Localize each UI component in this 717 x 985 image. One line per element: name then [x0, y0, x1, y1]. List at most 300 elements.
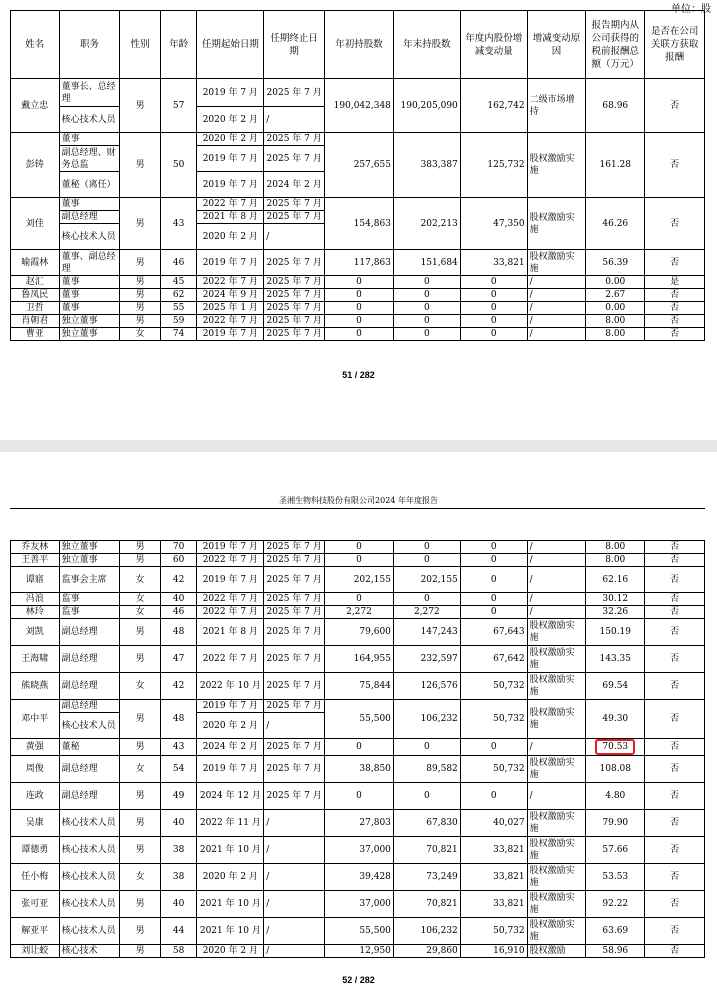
gender-cell: 男	[120, 541, 161, 554]
end-cell: 2025 年 7 月	[264, 289, 325, 302]
name-cell: 林玲	[11, 606, 60, 619]
end-cell: /	[264, 837, 325, 864]
end-shares-cell: 73,249	[393, 864, 460, 891]
end-cell: 2025 年 7 月	[264, 783, 325, 810]
gender-cell: 男	[120, 918, 161, 945]
role-cell: 董事	[59, 289, 120, 302]
related-pay-cell: 否	[645, 673, 705, 700]
reason-cell: /	[527, 289, 586, 302]
delta-cell: 0	[460, 328, 527, 341]
gender-cell: 男	[120, 783, 161, 810]
name-cell: 谭德勇	[11, 837, 60, 864]
age-cell: 54	[160, 756, 196, 783]
begin-shares-cell: 12,950	[325, 945, 394, 958]
start-cell: 2019 年 7 月	[197, 328, 264, 341]
age-cell: 57	[160, 79, 196, 133]
role-cell: 董事	[59, 198, 120, 211]
pay-cell: 58.96	[586, 945, 645, 958]
age-cell: 55	[160, 302, 196, 315]
pay-cell: 32.26	[586, 606, 645, 619]
age-cell: 43	[160, 739, 196, 756]
end-shares-cell: 2,272	[393, 606, 460, 619]
delta-cell: 50,732	[460, 918, 527, 945]
header-cell: 任期终止日期	[264, 11, 325, 79]
age-cell: 59	[160, 315, 196, 328]
gender-cell: 女	[120, 567, 161, 593]
age-cell: 50	[160, 133, 196, 198]
table-row	[11, 276, 705, 289]
gender-cell: 男	[120, 739, 161, 756]
name-cell: 吴康	[11, 810, 60, 837]
role-cell: 核心技术人员	[59, 864, 120, 891]
table-row	[11, 133, 705, 146]
role-cell: 核心技术人员	[59, 810, 120, 837]
role-cell: 副总经理	[59, 700, 120, 713]
begin-shares-cell: 0	[325, 289, 394, 302]
delta-cell: 0	[460, 276, 527, 289]
end-cell: 2025 年 7 月	[264, 146, 325, 172]
related-pay-cell: 否	[645, 289, 705, 302]
start-cell: 2019 年 7 月	[197, 79, 264, 107]
role-cell: 副总经理	[59, 211, 120, 224]
start-cell: 2021 年 10 月	[197, 891, 264, 918]
related-pay-cell: 否	[645, 756, 705, 783]
table-row	[11, 619, 705, 646]
name-cell: 熊晓燕	[11, 673, 60, 700]
header-cell: 性别	[120, 11, 161, 79]
related-pay-cell: 否	[645, 328, 705, 341]
reason-cell: /	[527, 541, 586, 554]
delta-cell: 33,821	[460, 891, 527, 918]
reason-cell: /	[527, 276, 586, 289]
related-pay-cell: 否	[645, 646, 705, 673]
table-row	[11, 541, 705, 554]
table-row	[11, 673, 705, 700]
table-row	[11, 739, 705, 756]
related-pay-cell: 否	[645, 700, 705, 739]
end-shares-cell: 29,860	[393, 945, 460, 958]
start-cell: 2020 年 2 月	[197, 713, 264, 739]
gender-cell: 男	[120, 276, 161, 289]
begin-shares-cell: 0	[325, 302, 394, 315]
role-cell: 独立董事	[59, 554, 120, 567]
reason-cell: 股权激励	[527, 945, 586, 958]
start-cell: 2019 年 7 月	[197, 172, 264, 198]
delta-cell: 16,910	[460, 945, 527, 958]
reason-cell: 股权激励实施	[527, 810, 586, 837]
name-cell: 卫哲	[11, 302, 60, 315]
age-cell: 48	[160, 619, 196, 646]
start-cell: 2022 年 7 月	[197, 646, 264, 673]
begin-shares-cell: 79,600	[325, 619, 394, 646]
end-cell: /	[264, 713, 325, 739]
begin-shares-cell: 257,655	[325, 133, 394, 198]
header-cell: 年度内股份增减变动量	[460, 11, 527, 79]
reason-cell: /	[527, 554, 586, 567]
table-row	[11, 567, 705, 593]
end-shares-cell: 0	[393, 554, 460, 567]
begin-shares-cell: 75,844	[325, 673, 394, 700]
age-cell: 46	[160, 250, 196, 276]
begin-shares-cell: 55,500	[325, 700, 394, 739]
end-cell: /	[264, 224, 325, 250]
pay-cell: 0.00	[586, 276, 645, 289]
end-cell: 2025 年 7 月	[264, 700, 325, 713]
related-pay-cell: 否	[645, 810, 705, 837]
pay-cell: 2.67	[586, 289, 645, 302]
start-cell: 2022 年 7 月	[197, 276, 264, 289]
delta-cell: 0	[460, 541, 527, 554]
gender-cell: 男	[120, 945, 161, 958]
age-cell: 40	[160, 810, 196, 837]
start-cell: 2022 年 11 月	[197, 810, 264, 837]
gender-cell: 女	[120, 673, 161, 700]
related-pay-cell: 否	[645, 315, 705, 328]
end-cell: 2025 年 7 月	[264, 673, 325, 700]
start-cell: 2022 年 7 月	[197, 554, 264, 567]
table-row	[11, 315, 705, 328]
begin-shares-cell: 0	[325, 593, 394, 606]
end-shares-cell: 0	[393, 739, 460, 756]
delta-cell: 0	[460, 302, 527, 315]
delta-cell: 0	[460, 554, 527, 567]
pay-cell: 49.30	[586, 700, 645, 739]
name-cell: 刘让蛟	[11, 945, 60, 958]
delta-cell: 50,732	[460, 756, 527, 783]
pay-cell: 8.00	[586, 541, 645, 554]
end-cell: 2025 年 7 月	[264, 619, 325, 646]
table-row	[11, 945, 705, 958]
gender-cell: 男	[120, 250, 161, 276]
end-shares-cell: 202,155	[393, 567, 460, 593]
highlight-box: 70.53	[595, 739, 635, 755]
related-pay-cell: 否	[645, 250, 705, 276]
begin-shares-cell: 38,850	[325, 756, 394, 783]
age-cell: 74	[160, 328, 196, 341]
end-shares-cell: 0	[393, 315, 460, 328]
name-cell: 彭铸	[11, 133, 60, 198]
name-cell: 曹亚	[11, 328, 60, 341]
role-cell: 监事会主席	[59, 567, 120, 593]
header-cell: 职务	[59, 11, 120, 79]
start-cell: 2022 年 7 月	[197, 198, 264, 211]
role-cell: 副总经理	[59, 673, 120, 700]
pay-cell: 57.66	[586, 837, 645, 864]
end-cell: 2025 年 7 月	[264, 198, 325, 211]
end-cell: /	[264, 918, 325, 945]
reason-cell: 股权激励实施	[527, 864, 586, 891]
end-cell: /	[264, 891, 325, 918]
begin-shares-cell: 27,803	[325, 810, 394, 837]
delta-cell: 125,732	[460, 133, 527, 198]
role-cell: 董事长、总经理	[59, 79, 120, 107]
age-cell: 44	[160, 918, 196, 945]
end-shares-cell: 70,821	[393, 837, 460, 864]
name-cell: 周俊	[11, 756, 60, 783]
executive-table-page-52	[10, 540, 705, 958]
pay-cell: 56.39	[586, 250, 645, 276]
end-cell: 2025 年 7 月	[264, 315, 325, 328]
table-row	[11, 891, 705, 918]
end-shares-cell: 89,582	[393, 756, 460, 783]
begin-shares-cell: 37,000	[325, 837, 394, 864]
header-rule	[10, 508, 705, 509]
gender-cell: 男	[120, 302, 161, 315]
reason-cell: 股权激励实施	[527, 837, 586, 864]
related-pay-cell: 否	[645, 302, 705, 315]
table-row	[11, 593, 705, 606]
reason-cell: /	[527, 302, 586, 315]
role-cell: 副总经理	[59, 619, 120, 646]
start-cell: 2024 年 12 月	[197, 783, 264, 810]
end-cell: 2024 年 2 月	[264, 172, 325, 198]
end-cell: 2025 年 7 月	[264, 328, 325, 341]
simple-rows-page-51	[11, 276, 705, 341]
table-row	[11, 198, 705, 211]
reason-cell: 股权激励实施	[527, 133, 586, 198]
delta-cell: 67,642	[460, 646, 527, 673]
role-cell: 核心技术人员	[59, 837, 120, 864]
name-cell: 刘凯	[11, 619, 60, 646]
end-cell: /	[264, 945, 325, 958]
name-cell: 肖朝君	[11, 315, 60, 328]
related-pay-cell: 否	[645, 79, 705, 133]
name-cell: 任小梅	[11, 864, 60, 891]
page-51	[0, 0, 717, 440]
table-row	[11, 864, 705, 891]
role-cell: 独立董事	[59, 315, 120, 328]
age-cell: 40	[160, 593, 196, 606]
end-shares-cell: 0	[393, 593, 460, 606]
start-cell: 2022 年 7 月	[197, 606, 264, 619]
end-cell: 2025 年 7 月	[264, 593, 325, 606]
name-cell: 谭寤	[11, 567, 60, 593]
end-shares-cell: 0	[393, 302, 460, 315]
role-cell: 核心技术人员	[59, 918, 120, 945]
role-cell: 董事	[59, 302, 120, 315]
role-cell: 独立董事	[59, 328, 120, 341]
end-shares-cell: 232,597	[393, 646, 460, 673]
delta-cell: 50,732	[460, 673, 527, 700]
start-cell: 2020 年 2 月	[197, 133, 264, 146]
end-shares-cell: 190,205,090	[393, 79, 460, 133]
name-cell: 解亚平	[11, 918, 60, 945]
name-cell: 王海啸	[11, 646, 60, 673]
role-cell: 核心技术	[59, 945, 120, 958]
delta-cell: 40,027	[460, 810, 527, 837]
table-row	[11, 606, 705, 619]
delta-cell: 0	[460, 783, 527, 810]
header-cell: 年初持股数	[325, 11, 394, 79]
name-cell: 连政	[11, 783, 60, 810]
role-cell: 监事	[59, 606, 120, 619]
table-row	[11, 646, 705, 673]
delta-cell: 0	[460, 606, 527, 619]
end-shares-cell: 70,821	[393, 891, 460, 918]
delta-cell: 0	[460, 739, 527, 756]
table-row	[11, 289, 705, 302]
header-cell: 报告期内从公司获得的税前报酬总额（万元）	[586, 11, 645, 79]
header-cell: 姓名	[11, 11, 60, 79]
gender-cell: 男	[120, 700, 161, 739]
reason-cell: 股权激励实施	[527, 250, 586, 276]
pay-cell: 8.00	[586, 315, 645, 328]
table-row	[11, 918, 705, 945]
end-cell: 2025 年 7 月	[264, 567, 325, 593]
end-shares-cell: 126,576	[393, 673, 460, 700]
start-cell: 2022 年 7 月	[197, 315, 264, 328]
name-cell: 赵汇	[11, 276, 60, 289]
header-cell: 年末持股数	[393, 11, 460, 79]
pay-cell: 0.00	[586, 302, 645, 315]
begin-shares-cell: 0	[325, 328, 394, 341]
role-cell: 董秘	[59, 739, 120, 756]
header-cell: 年龄	[160, 11, 196, 79]
end-cell: 2025 年 7 月	[264, 79, 325, 107]
role-cell: 董秘（离任）	[59, 172, 120, 198]
gender-cell: 女	[120, 606, 161, 619]
table-row	[11, 700, 705, 713]
table-header-row	[11, 11, 705, 79]
start-cell: 2020 年 2 月	[197, 107, 264, 133]
name-cell: 鲁凤民	[11, 289, 60, 302]
end-cell: /	[264, 864, 325, 891]
age-cell: 42	[160, 673, 196, 700]
gender-cell: 男	[120, 554, 161, 567]
pay-cell: 8.00	[586, 554, 645, 567]
role-cell: 核心技术人员	[59, 107, 120, 133]
related-pay-cell: 否	[645, 593, 705, 606]
reason-cell: /	[527, 315, 586, 328]
role-cell: 核心技术人员	[59, 224, 120, 250]
related-pay-cell: 否	[645, 541, 705, 554]
gender-cell: 男	[120, 198, 161, 250]
gender-cell: 男	[120, 891, 161, 918]
role-cell: 副总经理、财务总监	[59, 146, 120, 172]
age-cell: 46	[160, 606, 196, 619]
gender-cell: 男	[120, 79, 161, 133]
begin-shares-cell: 0	[325, 783, 394, 810]
related-pay-cell: 否	[645, 783, 705, 810]
pay-cell: 69.54	[586, 673, 645, 700]
begin-shares-cell: 117,863	[325, 250, 394, 276]
pay-cell: 4.80	[586, 783, 645, 810]
end-shares-cell: 383,387	[393, 133, 460, 198]
reason-cell: /	[527, 739, 586, 756]
related-pay-cell: 否	[645, 606, 705, 619]
age-cell: 58	[160, 945, 196, 958]
end-shares-cell: 0	[393, 541, 460, 554]
delta-cell: 0	[460, 289, 527, 302]
gender-cell: 男	[120, 133, 161, 198]
role-cell: 核心技术人员	[59, 891, 120, 918]
pay-cell: 143.35	[586, 646, 645, 673]
begin-shares-cell: 55,500	[325, 918, 394, 945]
pay-cell: 108.08	[586, 756, 645, 783]
related-pay-cell: 否	[645, 891, 705, 918]
delta-cell: 0	[460, 593, 527, 606]
end-shares-cell: 202,213	[393, 198, 460, 250]
related-pay-cell: 否	[645, 133, 705, 198]
header-cell: 是否在公司关联方获取报酬	[645, 11, 705, 79]
end-shares-cell: 151,684	[393, 250, 460, 276]
related-pay-cell: 是	[645, 276, 705, 289]
pay-cell: 62.16	[586, 567, 645, 593]
name-cell: 冯浪	[11, 593, 60, 606]
table-row	[11, 810, 705, 837]
pay-cell: 53.53	[586, 864, 645, 891]
header-cell: 增减变动原因	[527, 11, 586, 79]
role-cell: 董事	[59, 276, 120, 289]
end-shares-cell: 0	[393, 276, 460, 289]
end-shares-cell: 0	[393, 289, 460, 302]
begin-shares-cell: 154,863	[325, 198, 394, 250]
pay-cell: 30.12	[586, 593, 645, 606]
delta-cell: 0	[460, 315, 527, 328]
gender-cell: 男	[120, 646, 161, 673]
reason-cell: 二级市场增持	[527, 79, 586, 133]
table-row	[11, 250, 705, 276]
start-cell: 2022 年 10 月	[197, 673, 264, 700]
reason-cell: 股权激励实施	[527, 918, 586, 945]
age-cell: 40	[160, 891, 196, 918]
start-cell: 2020 年 2 月	[197, 945, 264, 958]
end-cell: 2025 年 7 月	[264, 554, 325, 567]
table-row	[11, 554, 705, 567]
begin-shares-cell: 2,272	[325, 606, 394, 619]
begin-shares-cell: 37,000	[325, 891, 394, 918]
table-row	[11, 302, 705, 315]
reason-cell: 股权激励实施	[527, 619, 586, 646]
gender-cell: 女	[120, 593, 161, 606]
gender-cell: 男	[120, 289, 161, 302]
end-cell: 2025 年 7 月	[264, 250, 325, 276]
reason-cell: /	[527, 567, 586, 593]
page-52	[0, 452, 717, 984]
begin-shares-cell: 0	[325, 276, 394, 289]
begin-shares-cell: 39,428	[325, 864, 394, 891]
start-cell: 2021 年 10 月	[197, 918, 264, 945]
pay-cell: 68.96	[586, 79, 645, 133]
end-shares-cell: 67,830	[393, 810, 460, 837]
name-cell: 喻霞林	[11, 250, 60, 276]
role-cell: 副总经理	[59, 756, 120, 783]
pay-cell: 63.69	[586, 918, 645, 945]
age-cell: 70	[160, 541, 196, 554]
end-cell: 2025 年 7 月	[264, 211, 325, 224]
reason-cell: /	[527, 606, 586, 619]
name-cell: 黄强	[11, 739, 60, 756]
related-pay-cell: 否	[645, 554, 705, 567]
delta-cell: 33,821	[460, 864, 527, 891]
pay-cell: 8.00	[586, 328, 645, 341]
begin-shares-cell: 202,155	[325, 567, 394, 593]
end-cell: 2025 年 7 月	[264, 302, 325, 315]
age-cell: 48	[160, 700, 196, 739]
delta-cell: 0	[460, 567, 527, 593]
begin-shares-cell: 190,042,348	[325, 79, 394, 133]
role-cell: 副总经理	[59, 783, 120, 810]
start-cell: 2021 年 8 月	[197, 619, 264, 646]
delta-cell: 33,821	[460, 250, 527, 276]
begin-shares-cell: 0	[325, 554, 394, 567]
page-number: 52 / 282	[342, 975, 375, 985]
begin-shares-cell: 0	[325, 541, 394, 554]
reason-cell: 股权激励实施	[527, 673, 586, 700]
start-cell: 2024 年 2 月	[197, 739, 264, 756]
reason-cell: 股权激励实施	[527, 891, 586, 918]
related-pay-cell: 否	[645, 945, 705, 958]
